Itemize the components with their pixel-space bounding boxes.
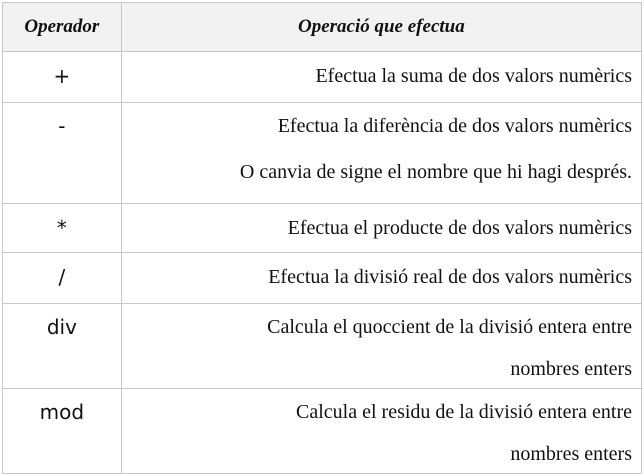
operator-cell xyxy=(3,103,122,204)
operator-cell xyxy=(3,389,122,474)
operator-cell xyxy=(3,204,122,253)
table-row xyxy=(3,389,642,474)
description-line: Calcula el residu de la divisió entera entre xyxy=(296,401,632,423)
description-line: Efectua la divisió real de dos valors numèrics xyxy=(268,266,632,288)
table-row xyxy=(3,253,642,304)
operator-cell xyxy=(3,253,122,304)
operator-symbol: * xyxy=(56,216,67,240)
description-line: nombres enters xyxy=(510,358,632,380)
description-line: O canvia de signe el nombre que hi hagi després. xyxy=(239,161,632,183)
table-row xyxy=(3,103,642,204)
operator-cell xyxy=(3,304,122,389)
operator-symbol: / xyxy=(58,265,66,289)
table-row xyxy=(3,204,642,253)
header-operation: Operació que efectua xyxy=(121,3,641,52)
operator-symbol: - xyxy=(58,114,66,138)
description-line: Calcula el quoccient de la divisió entera entre xyxy=(267,316,632,338)
operator-cell xyxy=(3,52,122,103)
description-line: Efectua el producte de dos valors numèrics xyxy=(287,217,632,239)
table-row xyxy=(3,52,642,103)
header-operator: Operador xyxy=(3,3,122,52)
table-header-row xyxy=(3,3,642,52)
description-line: Efectua la diferència de dos valors numèrics xyxy=(277,115,632,137)
description-line: Efectua la suma de dos valors numèrics xyxy=(315,65,632,87)
table-row xyxy=(3,304,642,389)
operator-symbol: div xyxy=(46,315,77,339)
operators-table xyxy=(2,2,642,474)
description-cell xyxy=(121,389,641,474)
description-cell xyxy=(121,52,641,103)
operator-symbol: + xyxy=(53,64,71,88)
operator-symbol: mod xyxy=(39,400,85,424)
description-cell xyxy=(121,253,641,304)
description-line: nombres enters xyxy=(510,443,632,465)
description-cell xyxy=(121,103,641,204)
description-cell xyxy=(121,204,641,253)
description-cell xyxy=(121,304,641,389)
